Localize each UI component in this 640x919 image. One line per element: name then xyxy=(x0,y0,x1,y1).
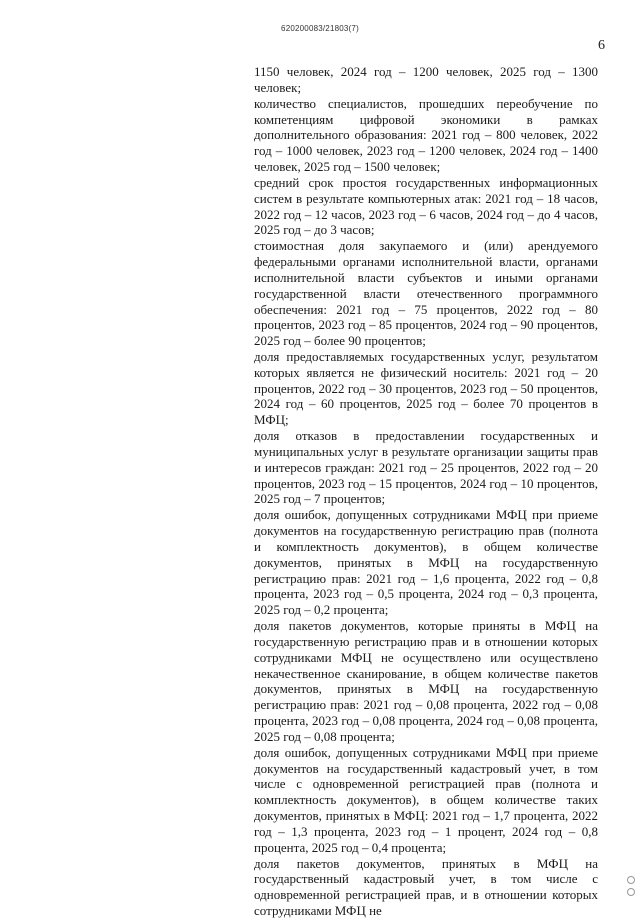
paragraph: количество специалистов, прошедших переобучение по компетенциям цифровой экономики в рамках дополнительного образования: 2021 год – 800 человек, 2022 год – 1000 человек, 2023 год – 1200 человек, 2024 год – 1400 человек, 2025 год – 1500 человек; xyxy=(254,95,598,174)
scan-mark-icon xyxy=(627,876,635,884)
document-body xyxy=(254,64,598,919)
paragraph: доля ошибок, допущенных сотрудниками МФЦ при приеме документов на государственный кадастровый учет, в том числе с одновременной регистрацией прав (полнота и комплектность документов), в общем количестве таких документов, принятых в МФЦ: 2021 год – 1,7 процента, 2022 год – 1,3 процента, 2023 год – 1 процент, 2024 год – 0,8 процента, 2025 год – 0,4 процента; xyxy=(254,744,598,855)
page-number: 6 xyxy=(598,38,605,53)
paragraph: доля пакетов документов, принятых в МФЦ на государственный кадастровый учет, в том числе с одновременной регистрацией прав, и в отношении которых сотрудниками МФЦ не xyxy=(254,855,598,918)
paragraph: средний срок простоя государственных информационных систем в результате компьютерных атак: 2021 год – 18 часов, 2022 год – 12 часов, 2023 год – 6 часов, 2024 год – до 4 часов, 2025 год – до 3 часов; xyxy=(254,174,598,238)
paragraph: доля предоставляемых государственных услуг, результатом которых является не физический носитель: 2021 год – 20 процентов, 2022 год – 30 процентов, 2023 год – 50 процентов, 2024 год – 60 процентов, 2025 год – более 70 процентов в МФЦ; xyxy=(254,349,598,428)
document-code: 620200083/21803(7) xyxy=(281,24,359,33)
paragraph: 1150 человек, 2024 год – 1200 человек, 2025 год – 1300 человек; xyxy=(254,64,598,95)
paragraph: доля отказов в предоставлении государственных и муниципальных услуг в результате организации защиты прав и интересов граждан: 2021 год – 25 процентов, 2022 год – 20 процентов, 2023 год – 15 процентов, 2024 год – 10 процентов, 2025 год – 7 процентов; xyxy=(254,428,598,507)
paragraph: стоимостная доля закупаемого и (или) арендуемого федеральными органами исполнительной власти, органами исполнительной власти субъектов и иными органами государственной власти отечественного программного обеспечения: 2021 год – 75 процентов, 2022 год – 80 процентов, 2023 год – 85 процентов, 2024 год – 90 процентов, 2025 год – более 90 процентов; xyxy=(254,238,598,349)
paragraph: доля ошибок, допущенных сотрудниками МФЦ при приеме документов на государственную регистрацию прав (полнота и комплектность документов), в общем количестве документов, принятых в МФЦ на государственную регистрацию прав: 2021 год – 1,6 процента, 2022 год – 0,8 процента, 2023 год – 0,5 процента, 2024 год – 0,3 процента, 2025 год – 0,2 процента; xyxy=(254,507,598,618)
paragraph: доля пакетов документов, которые приняты в МФЦ на государственную регистрацию прав и в отношении которых сотрудниками МФЦ не осуществлено или осуществлено некачественное сканирование, в общем количестве пакетов документов, принятых в МФЦ на государственную регистрацию прав: 2021 год – 0,08 процента, 2022 год – 0,08 процента, 2023 год – 0,08 процента, 2024 год – 0,08 процента, 2025 год – 0,08 процента; xyxy=(254,618,598,744)
scan-mark-icon xyxy=(627,888,635,896)
